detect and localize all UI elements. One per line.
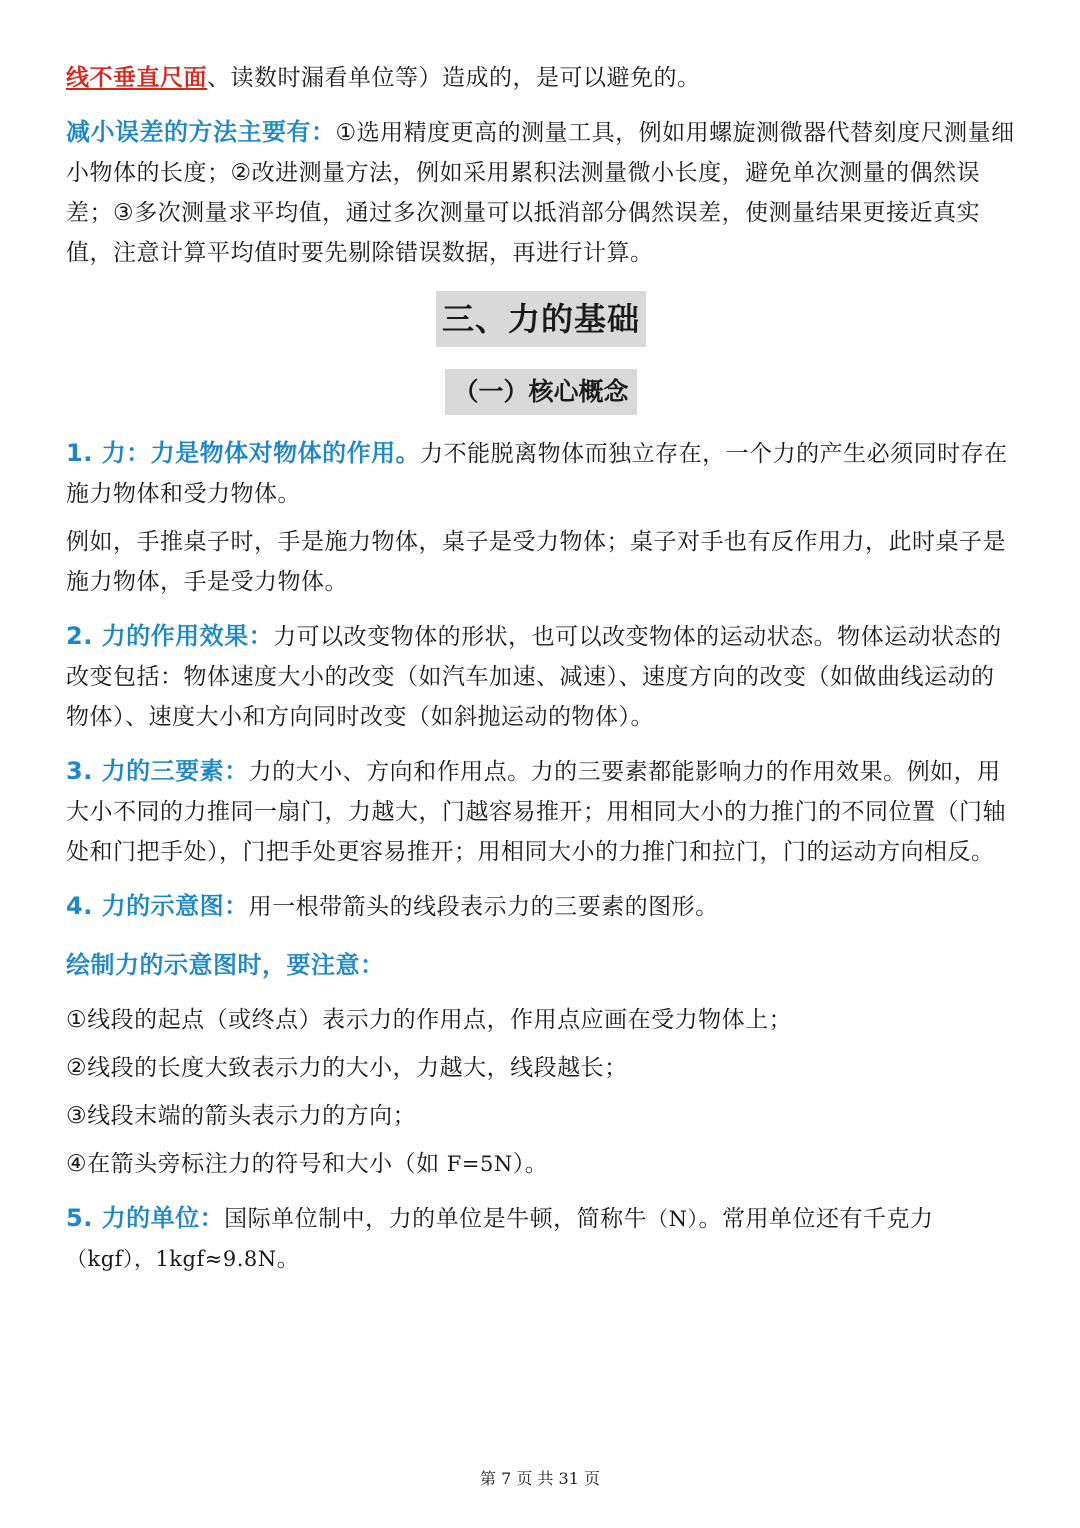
intro-text: 、读数时漏看单位等）造成的，是可以避免的。: [207, 65, 701, 91]
notes-heading: [66, 945, 1016, 986]
item-three-elements-label: 3. 力的三要素：: [66, 757, 249, 785]
section-title: 三、力的基础: [436, 291, 646, 347]
item-unit-text-end: 。: [276, 1246, 301, 1272]
note-item-2: ②线段的长度大致表示力的大小，力越大，线段越长；: [66, 1055, 628, 1081]
item-effect-text: 力可以改变物体的形状，也可以改变物体的运动状态。物体运动状态的改变包括：物体速度大小的改变（如汽车加速、减速）、速度方向的改变（如做曲线运动的物体）、速度大小和方向同时改变（如斜抛运动的物体）。: [66, 624, 1002, 730]
note-item-3: ③线段末端的箭头表示力的方向；: [66, 1103, 417, 1129]
item-unit: [66, 1198, 1016, 1279]
item-unit-symbol: （N）: [647, 1207, 699, 1231]
document-page: [66, 58, 1016, 1279]
item-force-label: 1. 力：力是物体对物体的作用。: [66, 439, 421, 467]
item-unit-formula: （kgf），1kgf≈9.8N: [66, 1247, 277, 1271]
note-item-4-post: ）。: [512, 1151, 549, 1177]
item-effect: [66, 616, 1016, 737]
item-diagram-text: 用一根带箭头的线段表示力的三要素的图形。: [248, 894, 719, 920]
intro-paragraph: [66, 58, 1016, 98]
item-three-elements: [66, 751, 1016, 872]
subsection-heading-wrap: [66, 369, 1016, 415]
item-force-text: 力不能脱离物体而独立存在，一个力的产生必须同时存在施力物体和受力物体。: [66, 441, 1008, 507]
note-item-4-formula: F=5N: [439, 1152, 513, 1176]
item-three-elements-text: 力的大小、方向和作用点。力的三要素都能影响力的作用效果。例如，用大小不同的力推同一扇门，力越大，门越容易推开；用相同大小的力推门的不同位置（门轴处和门把手处），门把手处更容易推开；用相同大小的力推门和拉门，门的运动方向相反。: [66, 759, 1006, 865]
item-force-example: 例如，手推桌子时，手是施力物体，桌子是受力物体；桌子对手也有反作用力，此时桌子是施力物体，手是受力物体。: [66, 529, 1006, 595]
item-unit-text-pre: 国际单位制中，力的单位是牛顿，简称牛: [224, 1206, 648, 1232]
note-item-4-pre: ④在箭头旁标注力的符号和大小（如: [66, 1151, 440, 1177]
notes-label: 绘制力的示意图时，要注意：: [66, 951, 385, 979]
item-effect-label: 2. 力的作用效果：: [66, 622, 274, 650]
reduce-error-paragraph: [66, 112, 1016, 273]
note-item-1: ①线段的起点（或终点）表示力的作用点，作用点应画在受力物体上；: [66, 1007, 793, 1033]
subsection-title: （一）核心概念: [445, 369, 636, 415]
reduce-error-text: ①选用精度更高的测量工具，例如用螺旋测微器代替刻度尺测量细小物体的长度；②改进测量方法，例如采用累积法测量微小长度，避免单次测量的偶然误差；③多次测量求平均值，通过多次测量可以抵消部分偶然误差，使测量结果更接近真实值，注意计算平均值时要先剔除错误数据，再进行计算。: [66, 120, 1015, 266]
item-diagram-label: 4. 力的示意图：: [66, 892, 249, 920]
item-diagram: [66, 886, 1016, 927]
item-unit-label: 5. 力的单位：: [66, 1204, 225, 1232]
item-unit-text-mid: 。常用单位还有千克力: [698, 1206, 934, 1232]
page-footer: 第 7 页 共 31 页: [480, 1469, 600, 1488]
section-heading-wrap: [66, 291, 1016, 347]
item-force: [66, 433, 1016, 514]
reduce-error-label: 减小误差的方法主要有：: [66, 118, 336, 146]
highlight-red-text: 线不垂直尺面: [66, 65, 207, 91]
note-item-4: [66, 1144, 1016, 1184]
